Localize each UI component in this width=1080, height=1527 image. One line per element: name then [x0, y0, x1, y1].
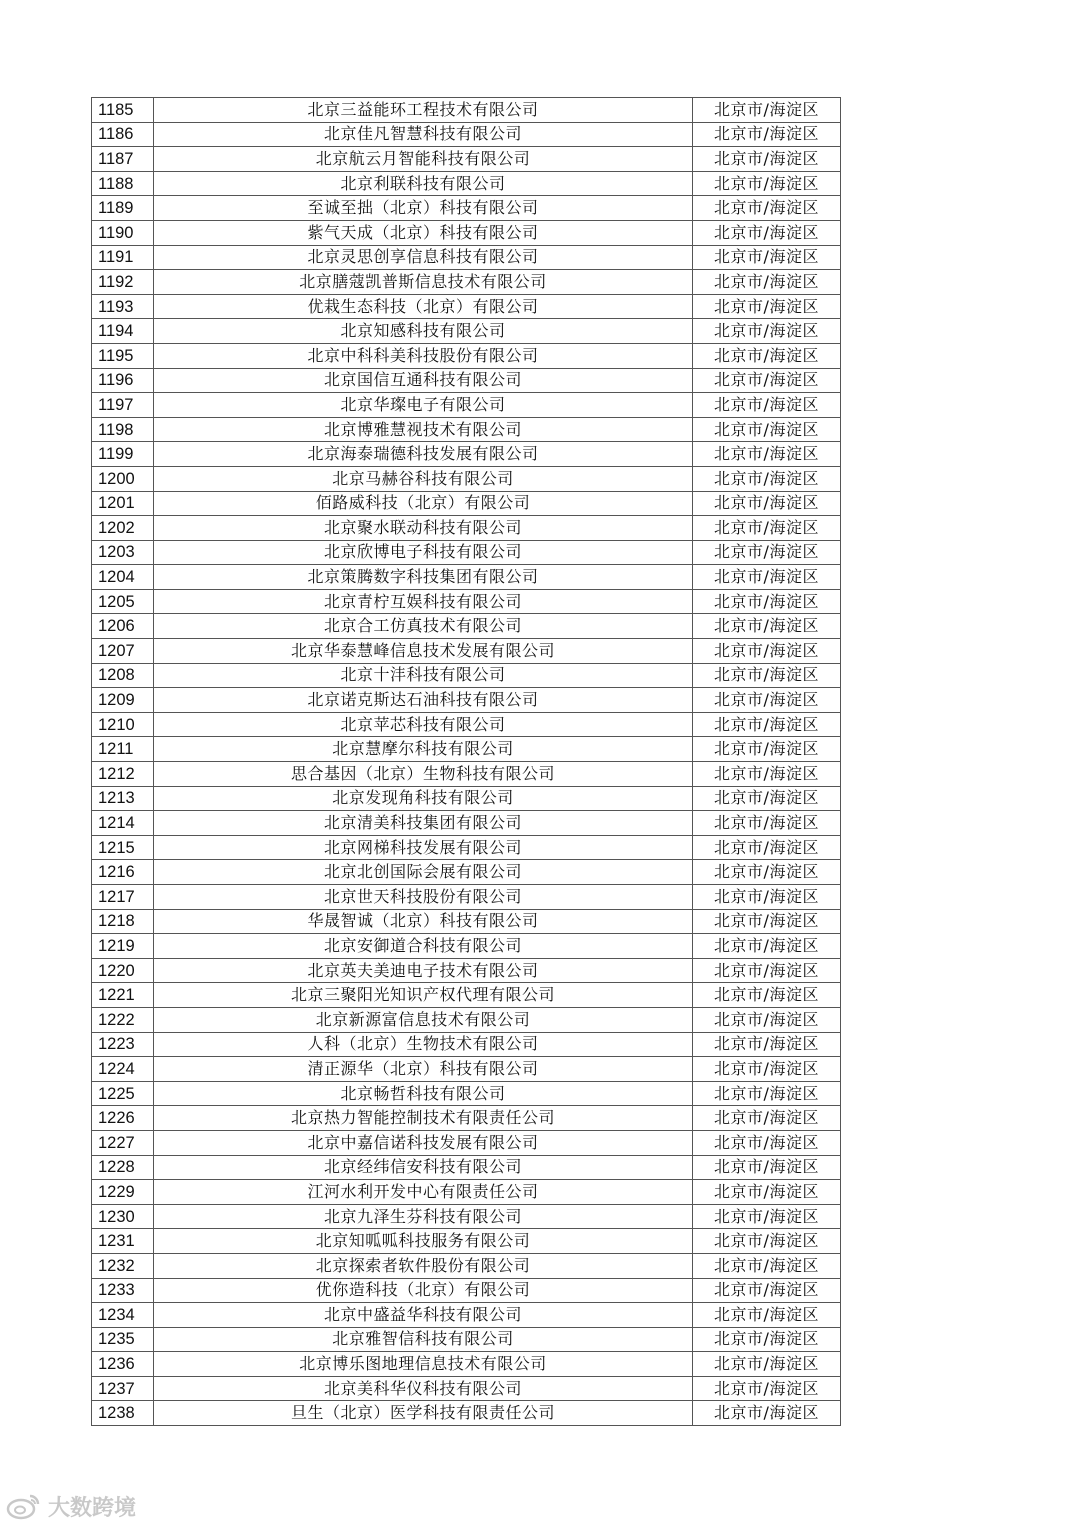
- table-row: [92, 540, 841, 565]
- table-row: [92, 1352, 841, 1377]
- table-row: [92, 466, 841, 491]
- row-number: 1225: [92, 1081, 154, 1106]
- row-number: 1201: [92, 491, 154, 516]
- row-number: 1206: [92, 614, 154, 639]
- company-name: 北京新源富信息技术有限公司: [154, 1007, 693, 1032]
- company-name: 优栽生态科技（北京）有限公司: [154, 294, 693, 319]
- row-number: 1205: [92, 589, 154, 614]
- company-name: 北京三益能环工程技术有限公司: [154, 98, 693, 123]
- company-location: 北京市/海淀区: [693, 1303, 841, 1328]
- row-number: 1203: [92, 540, 154, 565]
- company-name: 北京航云月智能科技有限公司: [154, 147, 693, 172]
- company-location: 北京市/海淀区: [693, 934, 841, 959]
- company-location: 北京市/海淀区: [693, 1253, 841, 1278]
- company-name: 北京探索者软件股份有限公司: [154, 1253, 693, 1278]
- row-number: 1193: [92, 294, 154, 319]
- company-location: 北京市/海淀区: [693, 1057, 841, 1082]
- row-number: 1228: [92, 1155, 154, 1180]
- row-number: 1195: [92, 343, 154, 368]
- company-location: 北京市/海淀区: [693, 122, 841, 147]
- company-name: 北京博乐图地理信息技术有限公司: [154, 1352, 693, 1377]
- table-row: [92, 835, 841, 860]
- company-name: 北京博雅慧视技术有限公司: [154, 417, 693, 442]
- table-row: [92, 1401, 841, 1426]
- table-row: [92, 909, 841, 934]
- table-row: [92, 1253, 841, 1278]
- company-name: 人科（北京）生物技术有限公司: [154, 1032, 693, 1057]
- company-name: 北京雅智信科技有限公司: [154, 1327, 693, 1352]
- company-name: 北京十沣科技有限公司: [154, 663, 693, 688]
- table-row: [92, 319, 841, 344]
- table-row: [92, 1376, 841, 1401]
- company-name: 北京青柠互娱科技有限公司: [154, 589, 693, 614]
- company-name: 北京美科华仪科技有限公司: [154, 1376, 693, 1401]
- row-number: 1185: [92, 98, 154, 123]
- row-number: 1192: [92, 270, 154, 295]
- company-name: 北京佳凡智慧科技有限公司: [154, 122, 693, 147]
- row-number: 1186: [92, 122, 154, 147]
- row-number: 1231: [92, 1229, 154, 1254]
- row-number: 1200: [92, 466, 154, 491]
- row-number: 1222: [92, 1007, 154, 1032]
- company-name: 紫气天成（北京）科技有限公司: [154, 220, 693, 245]
- company-location: 北京市/海淀区: [693, 712, 841, 737]
- company-name: 北京膳蔻凯普斯信息技术有限公司: [154, 270, 693, 295]
- table-row: [92, 934, 841, 959]
- table-row: [92, 1303, 841, 1328]
- table-row: [92, 565, 841, 590]
- company-location: 北京市/海淀区: [693, 1229, 841, 1254]
- company-location: 北京市/海淀区: [693, 1204, 841, 1229]
- table-row: [92, 270, 841, 295]
- company-location: 北京市/海淀区: [693, 491, 841, 516]
- row-number: 1189: [92, 196, 154, 221]
- table-row: [92, 417, 841, 442]
- table-row: [92, 196, 841, 221]
- company-location: 北京市/海淀区: [693, 270, 841, 295]
- company-name: 清正源华（北京）科技有限公司: [154, 1057, 693, 1082]
- table-row: [92, 98, 841, 123]
- row-number: 1232: [92, 1253, 154, 1278]
- table-row: [92, 712, 841, 737]
- company-location: 北京市/海淀区: [693, 1376, 841, 1401]
- row-number: 1221: [92, 983, 154, 1008]
- company-name: 北京中盛益华科技有限公司: [154, 1303, 693, 1328]
- company-name: 北京畅哲科技有限公司: [154, 1081, 693, 1106]
- company-name: 北京清美科技集团有限公司: [154, 811, 693, 836]
- company-location: 北京市/海淀区: [693, 1278, 841, 1303]
- table-row: [92, 245, 841, 270]
- row-number: 1190: [92, 220, 154, 245]
- table-row: [92, 122, 841, 147]
- company-location: 北京市/海淀区: [693, 688, 841, 713]
- row-number: 1211: [92, 737, 154, 762]
- company-location: 北京市/海淀区: [693, 442, 841, 467]
- table-row: [92, 811, 841, 836]
- row-number: 1229: [92, 1180, 154, 1205]
- table-row: [92, 688, 841, 713]
- row-number: 1208: [92, 663, 154, 688]
- table-row: [92, 1204, 841, 1229]
- company-name: 华晟智诚（北京）科技有限公司: [154, 909, 693, 934]
- company-location: 北京市/海淀区: [693, 786, 841, 811]
- company-name: 北京英夫美迪电子技术有限公司: [154, 958, 693, 983]
- company-location: 北京市/海淀区: [693, 368, 841, 393]
- row-number: 1194: [92, 319, 154, 344]
- row-number: 1199: [92, 442, 154, 467]
- table-row: [92, 368, 841, 393]
- row-number: 1215: [92, 835, 154, 860]
- company-location: 北京市/海淀区: [693, 466, 841, 491]
- company-location: 北京市/海淀区: [693, 393, 841, 418]
- company-name: 北京合工仿真技术有限公司: [154, 614, 693, 639]
- table-row: [92, 885, 841, 910]
- table-row: [92, 1007, 841, 1032]
- row-number: 1237: [92, 1376, 154, 1401]
- company-name: 北京中科科美科技股份有限公司: [154, 343, 693, 368]
- company-location: 北京市/海淀区: [693, 589, 841, 614]
- company-name: 北京华泰慧峰信息技术发展有限公司: [154, 639, 693, 664]
- row-number: 1188: [92, 171, 154, 196]
- table-row: [92, 1081, 841, 1106]
- table-row: [92, 1278, 841, 1303]
- company-name: 至诚至拙（北京）科技有限公司: [154, 196, 693, 221]
- company-name: 北京灵思创享信息科技有限公司: [154, 245, 693, 270]
- company-location: 北京市/海淀区: [693, 1081, 841, 1106]
- company-name: 北京发现角科技有限公司: [154, 786, 693, 811]
- row-number: 1223: [92, 1032, 154, 1057]
- table-row: [92, 147, 841, 172]
- company-location: 北京市/海淀区: [693, 737, 841, 762]
- company-name: 北京知呱呱科技服务有限公司: [154, 1229, 693, 1254]
- table-row: [92, 737, 841, 762]
- row-number: 1230: [92, 1204, 154, 1229]
- watermark: [6, 1489, 136, 1523]
- company-name: 北京马赫谷科技有限公司: [154, 466, 693, 491]
- company-location: 北京市/海淀区: [693, 1130, 841, 1155]
- company-name: 北京聚水联动科技有限公司: [154, 516, 693, 541]
- table-row: [92, 442, 841, 467]
- company-location: 北京市/海淀区: [693, 1327, 841, 1352]
- table-row: [92, 220, 841, 245]
- company-location: 北京市/海淀区: [693, 663, 841, 688]
- company-location: 北京市/海淀区: [693, 540, 841, 565]
- company-location: 北京市/海淀区: [693, 835, 841, 860]
- company-location: 北京市/海淀区: [693, 983, 841, 1008]
- row-number: 1227: [92, 1130, 154, 1155]
- company-location: 北京市/海淀区: [693, 909, 841, 934]
- company-location: 北京市/海淀区: [693, 762, 841, 787]
- company-location: 北京市/海淀区: [693, 319, 841, 344]
- row-number: 1214: [92, 811, 154, 836]
- table-row: [92, 860, 841, 885]
- table-row: [92, 1327, 841, 1352]
- row-number: 1236: [92, 1352, 154, 1377]
- company-location: 北京市/海淀区: [693, 147, 841, 172]
- weibo-logo-icon: [6, 1491, 42, 1521]
- company-location: 北京市/海淀区: [693, 811, 841, 836]
- row-number: 1207: [92, 639, 154, 664]
- row-number: 1204: [92, 565, 154, 590]
- row-number: 1220: [92, 958, 154, 983]
- table-row: [92, 762, 841, 787]
- company-location: 北京市/海淀区: [693, 294, 841, 319]
- row-number: 1219: [92, 934, 154, 959]
- company-location: 北京市/海淀区: [693, 860, 841, 885]
- company-name: 北京安御道合科技有限公司: [154, 934, 693, 959]
- table-row: [92, 1130, 841, 1155]
- company-name: 优你造科技（北京）有限公司: [154, 1278, 693, 1303]
- company-name: 北京国信互通科技有限公司: [154, 368, 693, 393]
- company-name: 北京华璨电子有限公司: [154, 393, 693, 418]
- company-location: 北京市/海淀区: [693, 245, 841, 270]
- table-row: [92, 516, 841, 541]
- table-row: [92, 614, 841, 639]
- row-number: 1202: [92, 516, 154, 541]
- row-number: 1233: [92, 1278, 154, 1303]
- company-name: 北京九泽生芬科技有限公司: [154, 1204, 693, 1229]
- table-row: [92, 294, 841, 319]
- table-row: [92, 393, 841, 418]
- company-name: 北京世天科技股份有限公司: [154, 885, 693, 910]
- table-row: [92, 1032, 841, 1057]
- company-location: 北京市/海淀区: [693, 565, 841, 590]
- company-location: 北京市/海淀区: [693, 958, 841, 983]
- company-name: 北京慧摩尔科技有限公司: [154, 737, 693, 762]
- company-name: 北京诺克斯达石油科技有限公司: [154, 688, 693, 713]
- table-row: [92, 491, 841, 516]
- row-number: 1187: [92, 147, 154, 172]
- company-location: 北京市/海淀区: [693, 98, 841, 123]
- table-row: [92, 343, 841, 368]
- row-number: 1226: [92, 1106, 154, 1131]
- company-name: 思合基因（北京）生物科技有限公司: [154, 762, 693, 787]
- company-location: 北京市/海淀区: [693, 1032, 841, 1057]
- company-location: 北京市/海淀区: [693, 1180, 841, 1205]
- company-name: 旦生（北京）医学科技有限责任公司: [154, 1401, 693, 1426]
- company-location: 北京市/海淀区: [693, 885, 841, 910]
- company-location: 北京市/海淀区: [693, 1007, 841, 1032]
- row-number: 1197: [92, 393, 154, 418]
- table-row: [92, 958, 841, 983]
- company-name: 佰路威科技（北京）有限公司: [154, 491, 693, 516]
- row-number: 1238: [92, 1401, 154, 1426]
- table-body: [92, 98, 841, 1426]
- company-name: 北京北创国际会展有限公司: [154, 860, 693, 885]
- company-location: 北京市/海淀区: [693, 220, 841, 245]
- company-location: 北京市/海淀区: [693, 1106, 841, 1131]
- company-name: 江河水利开发中心有限责任公司: [154, 1180, 693, 1205]
- row-number: 1213: [92, 786, 154, 811]
- table-row: [92, 639, 841, 664]
- table-row: [92, 983, 841, 1008]
- row-number: 1191: [92, 245, 154, 270]
- company-location: 北京市/海淀区: [693, 1155, 841, 1180]
- row-number: 1235: [92, 1327, 154, 1352]
- table-row: [92, 1155, 841, 1180]
- company-name: 北京海泰瑞德科技发展有限公司: [154, 442, 693, 467]
- row-number: 1224: [92, 1057, 154, 1082]
- table-row: [92, 171, 841, 196]
- company-location: 北京市/海淀区: [693, 516, 841, 541]
- row-number: 1216: [92, 860, 154, 885]
- company-location: 北京市/海淀区: [693, 343, 841, 368]
- watermark-text: 大数跨境: [48, 1495, 137, 1521]
- table-row: [92, 663, 841, 688]
- table-row: [92, 786, 841, 811]
- company-location: 北京市/海淀区: [693, 171, 841, 196]
- company-name: 北京利联科技有限公司: [154, 171, 693, 196]
- table-row: [92, 1106, 841, 1131]
- row-number: 1212: [92, 762, 154, 787]
- row-number: 1234: [92, 1303, 154, 1328]
- table-row: [92, 1180, 841, 1205]
- table-row: [92, 1229, 841, 1254]
- company-name: 北京策腾数字科技集团有限公司: [154, 565, 693, 590]
- company-name: 北京三聚阳光知识产权代理有限公司: [154, 983, 693, 1008]
- table-row: [92, 589, 841, 614]
- company-location: 北京市/海淀区: [693, 639, 841, 664]
- table-row: [92, 1057, 841, 1082]
- company-name: 北京中嘉信诺科技发展有限公司: [154, 1130, 693, 1155]
- company-name: 北京网梯科技发展有限公司: [154, 835, 693, 860]
- company-name: 北京知感科技有限公司: [154, 319, 693, 344]
- company-name: 北京欣博电子科技有限公司: [154, 540, 693, 565]
- row-number: 1210: [92, 712, 154, 737]
- row-number: 1196: [92, 368, 154, 393]
- company-name: 北京经纬信安科技有限公司: [154, 1155, 693, 1180]
- row-number: 1217: [92, 885, 154, 910]
- company-location: 北京市/海淀区: [693, 417, 841, 442]
- company-location: 北京市/海淀区: [693, 1352, 841, 1377]
- company-location: 北京市/海淀区: [693, 1401, 841, 1426]
- company-name: 北京热力智能控制技术有限责任公司: [154, 1106, 693, 1131]
- company-location: 北京市/海淀区: [693, 614, 841, 639]
- company-list-table: [91, 97, 841, 1426]
- row-number: 1198: [92, 417, 154, 442]
- row-number: 1218: [92, 909, 154, 934]
- company-location: 北京市/海淀区: [693, 196, 841, 221]
- company-name: 北京苹芯科技有限公司: [154, 712, 693, 737]
- row-number: 1209: [92, 688, 154, 713]
